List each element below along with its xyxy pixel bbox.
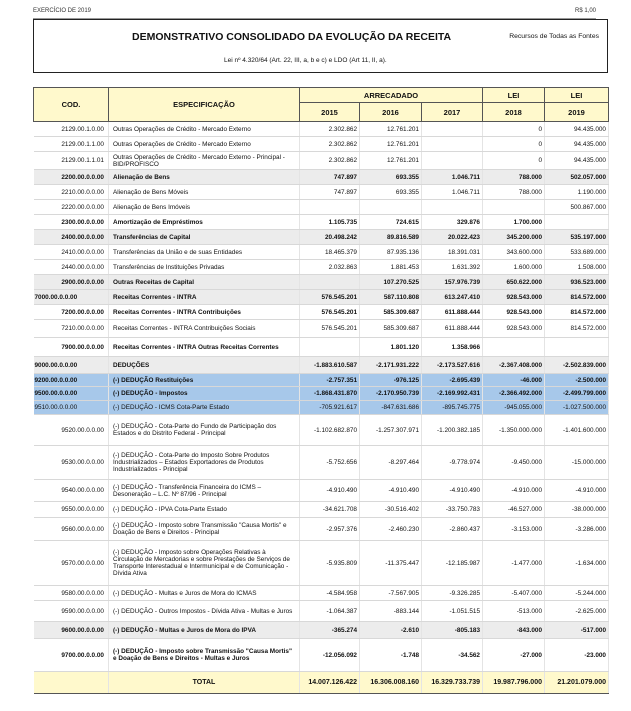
cell-value: -8.297.464 [360, 446, 422, 480]
cell-code: 2300.00.0.0.00 [34, 215, 109, 230]
cell-value: -1.477.000 [483, 541, 545, 586]
cell-value: 747.897 [300, 185, 360, 200]
cell-value: -9.450.000 [483, 446, 545, 480]
cell-value: 345.200.000 [483, 230, 545, 245]
table-row [34, 415, 609, 446]
cell-value: 500.867.000 [545, 200, 609, 215]
table-row [34, 586, 609, 601]
cell-value: 107.270.525 [360, 275, 422, 290]
cell-especificacao: Alienação de Bens Móveis [109, 185, 300, 200]
cell-value: 0 [483, 152, 545, 170]
cell-value [300, 338, 360, 357]
cell-value: -23.000 [545, 639, 609, 672]
cell-value: 814.572.000 [545, 320, 609, 338]
cell-value: 1.105.735 [300, 215, 360, 230]
cell-code: 2200.00.0.0.00 [34, 170, 109, 185]
cell-value: -5.407.000 [483, 586, 545, 601]
cell-value: -365.274 [300, 622, 360, 639]
cell-value: -2.502.839.000 [545, 357, 609, 374]
cell-value: 788.000 [483, 170, 545, 185]
cell-value: -46.527.000 [483, 502, 545, 518]
cell-value: -27.000 [483, 639, 545, 672]
total-value: 14.007.126.422 [300, 672, 360, 694]
cell-code: 9510.00.0.0.00 [34, 401, 109, 415]
cell-value: -9.778.974 [422, 446, 483, 480]
table-row [34, 290, 609, 305]
cell-code: 7210.00.0.0.00 [34, 320, 109, 338]
cell-value: -1.051.515 [422, 601, 483, 622]
cell-value: -3.286.000 [545, 518, 609, 541]
cell-value: 1.631.392 [422, 260, 483, 275]
cell-value: 2.302.862 [300, 122, 360, 137]
cell-value: 650.622.000 [483, 275, 545, 290]
cell-value: -2.860.437 [422, 518, 483, 541]
cell-value: 87.935.136 [360, 245, 422, 260]
cell-value: 2.032.863 [300, 260, 360, 275]
cell-value: 12.761.201 [360, 137, 422, 152]
cell-value: 2.302.862 [300, 137, 360, 152]
table-row [34, 480, 609, 502]
cell-especificacao: Alienação de Bens [109, 170, 300, 185]
table-row [34, 152, 609, 170]
cell-value [483, 338, 545, 357]
cell-value: -2.625.000 [545, 601, 609, 622]
cell-value: 576.545.201 [300, 320, 360, 338]
cell-value: 1.600.000 [483, 260, 545, 275]
year-header: 2016 [360, 103, 422, 122]
table-row [34, 387, 609, 401]
cell-value: 814.572.000 [545, 305, 609, 320]
cell-value: -2.757.351 [300, 374, 360, 387]
table-row [34, 401, 609, 415]
cell-value: -46.000 [483, 374, 545, 387]
cell-value: 613.247.410 [422, 290, 483, 305]
cell-value: -843.000 [483, 622, 545, 639]
cell-value: 18.391.031 [422, 245, 483, 260]
cell-code: 7200.00.0.0.00 [34, 305, 109, 320]
cell-value: -2.500.000 [545, 374, 609, 387]
cell-value: -2.366.492.000 [483, 387, 545, 401]
cell-value: -5.244.000 [545, 586, 609, 601]
cell-value: -805.183 [422, 622, 483, 639]
cell-value: 693.355 [360, 170, 422, 185]
table-row [34, 260, 609, 275]
table-row [34, 200, 609, 215]
cell-value [422, 122, 483, 137]
table-row [34, 357, 609, 374]
cell-value: 20.498.242 [300, 230, 360, 245]
cell-especificacao: Transferências de Instituições Privadas [109, 260, 300, 275]
cell-value: 1.700.000 [483, 215, 545, 230]
cell-especificacao: (-) DEDUÇÃO - IPVA Cota-Parte Estado [109, 502, 300, 518]
cell-value: -12.185.987 [422, 541, 483, 586]
cell-value: -2.169.992.431 [422, 387, 483, 401]
cell-value: -2.460.230 [360, 518, 422, 541]
cell-value: 724.615 [360, 215, 422, 230]
cell-value: 12.761.201 [360, 152, 422, 170]
cell-value: -2.610 [360, 622, 422, 639]
cell-value: 343.600.000 [483, 245, 545, 260]
cell-value: -2.171.931.222 [360, 357, 422, 374]
total-value: 19.987.796.000 [483, 672, 545, 694]
cell-value: 89.816.589 [360, 230, 422, 245]
cell-value [422, 200, 483, 215]
cell-value: 936.523.000 [545, 275, 609, 290]
cell-value: -1.350.000.000 [483, 415, 545, 446]
cell-code: 9550.00.0.0.00 [34, 502, 109, 518]
cell-value: 94.435.000 [545, 152, 609, 170]
cell-value: 576.545.201 [300, 305, 360, 320]
cell-value [422, 152, 483, 170]
cell-value: -2.499.799.000 [545, 387, 609, 401]
cell-especificacao: (-) DEDUÇÃO - Outros Impostos - Dívida Ativa - Multas e Juros [109, 601, 300, 622]
year-header: 2017 [422, 103, 483, 122]
cell-value: 1.190.000 [545, 185, 609, 200]
cell-value: -1.102.682.870 [300, 415, 360, 446]
cell-value: -513.000 [483, 601, 545, 622]
table-row [34, 541, 609, 586]
year-header: 2018 [483, 103, 545, 122]
cell-especificacao: Receitas Correntes - INTRA Outras Receitas Correntes [109, 338, 300, 357]
cell-value: -2.367.408.000 [483, 357, 545, 374]
cell-value: 1.358.966 [422, 338, 483, 357]
cell-code: 7900.00.0.0.00 [34, 338, 109, 357]
cell-code: 2210.00.0.0.00 [34, 185, 109, 200]
cell-code: 7000.00.0.0.00 [34, 290, 109, 305]
cell-code: 9570.00.0.0.00 [34, 541, 109, 586]
cell-value [300, 275, 360, 290]
cell-value: -1.257.307.971 [360, 415, 422, 446]
cell-code: 9560.00.0.0.00 [34, 518, 109, 541]
cell-code: 2440.00.0.0.00 [34, 260, 109, 275]
cell-value: 576.545.201 [300, 290, 360, 305]
table-row [34, 185, 609, 200]
cell-value: -2.957.376 [300, 518, 360, 541]
cell-especificacao: Transferências de Capital [109, 230, 300, 245]
cell-value [422, 137, 483, 152]
cell-code: 2900.00.0.0.00 [34, 275, 109, 290]
cell-especificacao: (-) DEDUÇÃO - Impostos [109, 387, 300, 401]
col-header-especificacao: ESPECIFICAÇÃO [109, 88, 300, 122]
exercicio-label: EXERCÍCIO DE 2019 [33, 8, 92, 14]
cell-value [545, 338, 609, 357]
table-row [34, 122, 609, 137]
cell-especificacao: (-) DEDUÇÃO Restituições [109, 374, 300, 387]
cell-especificacao: (-) DEDUÇÃO - Cota-Parte do Imposto Sobre Produtos Industrializados – Estados Exportadores de Produtos Industrializados - Principal [109, 446, 300, 480]
cell-value: 788.000 [483, 185, 545, 200]
table-row [34, 601, 609, 622]
cell-code: 9000.00.0.0.00 [34, 357, 109, 374]
cell-especificacao: (-) DEDUÇÃO - Imposto sobre Transmissão "Causa Mortis" e Doação de Bens e Direitos - Multas e Juros [109, 639, 300, 672]
cell-value: 747.897 [300, 170, 360, 185]
cell-value: -11.375.447 [360, 541, 422, 586]
cell-code: 2400.00.0.0.00 [34, 230, 109, 245]
cell-code: 2220.00.0.0.00 [34, 200, 109, 215]
total-row [34, 672, 609, 694]
cell-value: -15.000.000 [545, 446, 609, 480]
cell-value: -38.000.000 [545, 502, 609, 518]
cell-value: -883.144 [360, 601, 422, 622]
cell-value: -4.910.000 [483, 480, 545, 502]
table-row [34, 245, 609, 260]
total-label: TOTAL [109, 672, 300, 694]
cell-especificacao: Transferências da União e de suas Entidades [109, 245, 300, 260]
col-header-lei-2019: LEI [545, 88, 609, 103]
cell-value [360, 200, 422, 215]
table-row [34, 338, 609, 357]
cell-value: 0 [483, 137, 545, 152]
table-row [34, 170, 609, 185]
cell-value: 2.302.862 [300, 152, 360, 170]
cell-value: -12.056.092 [300, 639, 360, 672]
cell-value: -34.562 [422, 639, 483, 672]
sources-note: Recursos de Todas as Fontes [509, 33, 599, 40]
cell-value: 1.046.711 [422, 170, 483, 185]
cell-code: 9590.00.0.0.00 [34, 601, 109, 622]
cell-especificacao: Amortização de Empréstimos [109, 215, 300, 230]
cell-especificacao: Alienação de Bens Imóveis [109, 200, 300, 215]
cell-value: 611.888.444 [422, 320, 483, 338]
table-row [34, 137, 609, 152]
cell-value: 94.435.000 [545, 137, 609, 152]
table-row [34, 446, 609, 480]
cell-value: 928.543.000 [483, 305, 545, 320]
cell-value [483, 200, 545, 215]
cell-value: -1.200.382.185 [422, 415, 483, 446]
cell-value: 814.572.000 [545, 290, 609, 305]
cell-value: 533.689.000 [545, 245, 609, 260]
year-header: 2019 [545, 103, 609, 122]
total-value: 16.329.733.739 [422, 672, 483, 694]
currency-unit: R$ 1,00 [574, 8, 596, 14]
cell-code: 9530.00.0.0.00 [34, 446, 109, 480]
cell-value: -2.173.527.616 [422, 357, 483, 374]
cell-value: -33.750.783 [422, 502, 483, 518]
cell-value: -1.868.431.870 [300, 387, 360, 401]
cell-value: 18.465.379 [300, 245, 360, 260]
table-row [34, 275, 609, 290]
cell-value: -2.695.439 [422, 374, 483, 387]
table-row [34, 230, 609, 245]
cell-code: 9700.00.0.0.00 [34, 639, 109, 672]
year-header: 2015 [300, 103, 360, 122]
cell-value: 585.309.687 [360, 320, 422, 338]
cell-value: 1.508.000 [545, 260, 609, 275]
cell-especificacao: Outras Receitas de Capital [109, 275, 300, 290]
table-row [34, 639, 609, 672]
cell-value: -895.745.775 [422, 401, 483, 415]
cell-especificacao: Receitas Correntes - INTRA [109, 290, 300, 305]
cell-especificacao: DEDUÇÕES [109, 357, 300, 374]
cell-code: 2129.00.1.1.00 [34, 137, 109, 152]
cell-value: -30.516.402 [360, 502, 422, 518]
cell-especificacao: Receitas Correntes - INTRA Contribuições [109, 305, 300, 320]
cell-value: -5.752.656 [300, 446, 360, 480]
cell-code: 2129.00.1.1.01 [34, 152, 109, 170]
cell-code: 9540.00.0.0.00 [34, 480, 109, 502]
col-header-arrecadado: ARRECADADO [300, 88, 483, 103]
cell-especificacao: (-) DEDUÇÃO - Multas e Juros de Mora do IPVA [109, 622, 300, 639]
cell-value: -2.170.950.739 [360, 387, 422, 401]
cell-value: 611.888.444 [422, 305, 483, 320]
cell-value: -4.910.000 [545, 480, 609, 502]
cell-value: -3.153.000 [483, 518, 545, 541]
cell-value: 1.881.453 [360, 260, 422, 275]
cell-code: 9600.00.0.0.00 [34, 622, 109, 639]
cell-value: -976.125 [360, 374, 422, 387]
total-value: 21.201.079.000 [545, 672, 609, 694]
col-header-cod: COD. [34, 88, 109, 122]
cell-especificacao: (-) DEDUÇÃO - Imposto sobre Transmissão "Causa Mortis" e Doação de Bens e Direitos - Principal [109, 518, 300, 541]
cell-value: -5.935.809 [300, 541, 360, 586]
cell-especificacao: (-) DEDUÇÃO - Imposto sobre Operações Relativas à Circulação de Mercadorias e sobre Prestações de Serviços de Transporte Interestadual e Intermunicipal e de Comunicação - Dívida Ativa [109, 541, 300, 586]
cell-value: 157.976.739 [422, 275, 483, 290]
cell-code: 9520.00.0.0.00 [34, 415, 109, 446]
cell-value: -1.401.600.000 [545, 415, 609, 446]
cell-value: -1.064.387 [300, 601, 360, 622]
table-row [34, 305, 609, 320]
table-row [34, 320, 609, 338]
cell-value: -9.326.285 [422, 586, 483, 601]
cell-value: 928.543.000 [483, 320, 545, 338]
cell-value [300, 200, 360, 215]
table-row [34, 622, 609, 639]
cell-value: -4.584.958 [300, 586, 360, 601]
cell-especificacao: Receitas Correntes - INTRA Contribuições Sociais [109, 320, 300, 338]
cell-value: 535.197.000 [545, 230, 609, 245]
cell-value: 587.110.808 [360, 290, 422, 305]
cell-value: -1.027.500.000 [545, 401, 609, 415]
cell-value: -4.910.490 [300, 480, 360, 502]
cell-code: 2129.00.1.0.00 [34, 122, 109, 137]
revenue-table [33, 87, 609, 694]
cell-value: -34.621.708 [300, 502, 360, 518]
cell-value: 20.022.423 [422, 230, 483, 245]
cell-especificacao: (-) DEDUÇÃO - Multas e Juros de Mora do ICMAS [109, 586, 300, 601]
cell-value: 1.046.711 [422, 185, 483, 200]
cell-value: 94.435.000 [545, 122, 609, 137]
cell-code: 9200.00.0.0.00 [34, 374, 109, 387]
cell-value: -705.921.617 [300, 401, 360, 415]
table-row [34, 502, 609, 518]
cell-value: -1.883.610.587 [300, 357, 360, 374]
cell-value [545, 215, 609, 230]
table-row [34, 518, 609, 541]
cell-value: -847.631.686 [360, 401, 422, 415]
cell-value: -1.634.000 [545, 541, 609, 586]
cell-value: 502.057.000 [545, 170, 609, 185]
cell-code: 2410.00.0.0.00 [34, 245, 109, 260]
cell-value: 1.801.120 [360, 338, 422, 357]
cell-especificacao: (-) DEDUÇÃO - Cota-Parte do Fundo de Participação dos Estados e do Distrito Federal - Principal [109, 415, 300, 446]
table-row [34, 374, 609, 387]
cell-value: 329.876 [422, 215, 483, 230]
cell-code: 9580.00.0.0.00 [34, 586, 109, 601]
title-box [33, 19, 608, 73]
cell-value: 928.543.000 [483, 290, 545, 305]
cell-value: 693.355 [360, 185, 422, 200]
cell-especificacao: (-) DEDUÇÃO - Transferência Financeira do ICMS – Desoneração – L.C. Nº 87/96 - Principal [109, 480, 300, 502]
cell-value: -1.748 [360, 639, 422, 672]
total-value: 16.306.008.160 [360, 672, 422, 694]
top-bar [33, 6, 596, 19]
cell-especificacao: Outras Operações de Crédito - Mercado Externo [109, 122, 300, 137]
page-title: DEMONSTRATIVO CONSOLIDADO DA EVOLUÇÃO DA RECEITA [132, 31, 452, 43]
cell-value: -945.055.000 [483, 401, 545, 415]
table-row [34, 215, 609, 230]
cell-code: 9500.00.0.0.00 [34, 387, 109, 401]
cell-value: 0 [483, 122, 545, 137]
cell-value: -4.910.490 [422, 480, 483, 502]
cell-especificacao: Outras Operações de Crédito - Mercado Externo - Principal - BID/PROFISCO [109, 152, 300, 170]
cell-value: -4.910.490 [360, 480, 422, 502]
cell-value: 12.761.201 [360, 122, 422, 137]
col-header-lei-2018: LEI [483, 88, 545, 103]
cell-value: -7.567.905 [360, 586, 422, 601]
cell-especificacao: (-) DEDUÇÃO - ICMS Cota-Parte Estado [109, 401, 300, 415]
cell-value: -517.000 [545, 622, 609, 639]
cell-value: 585.309.687 [360, 305, 422, 320]
cell-especificacao: Outras Operações de Crédito - Mercado Externo [109, 137, 300, 152]
legal-reference: Lei nº 4.320/64 (Art. 22, III, a, b e c) e LDO (Art 11, II, a). [224, 57, 387, 64]
